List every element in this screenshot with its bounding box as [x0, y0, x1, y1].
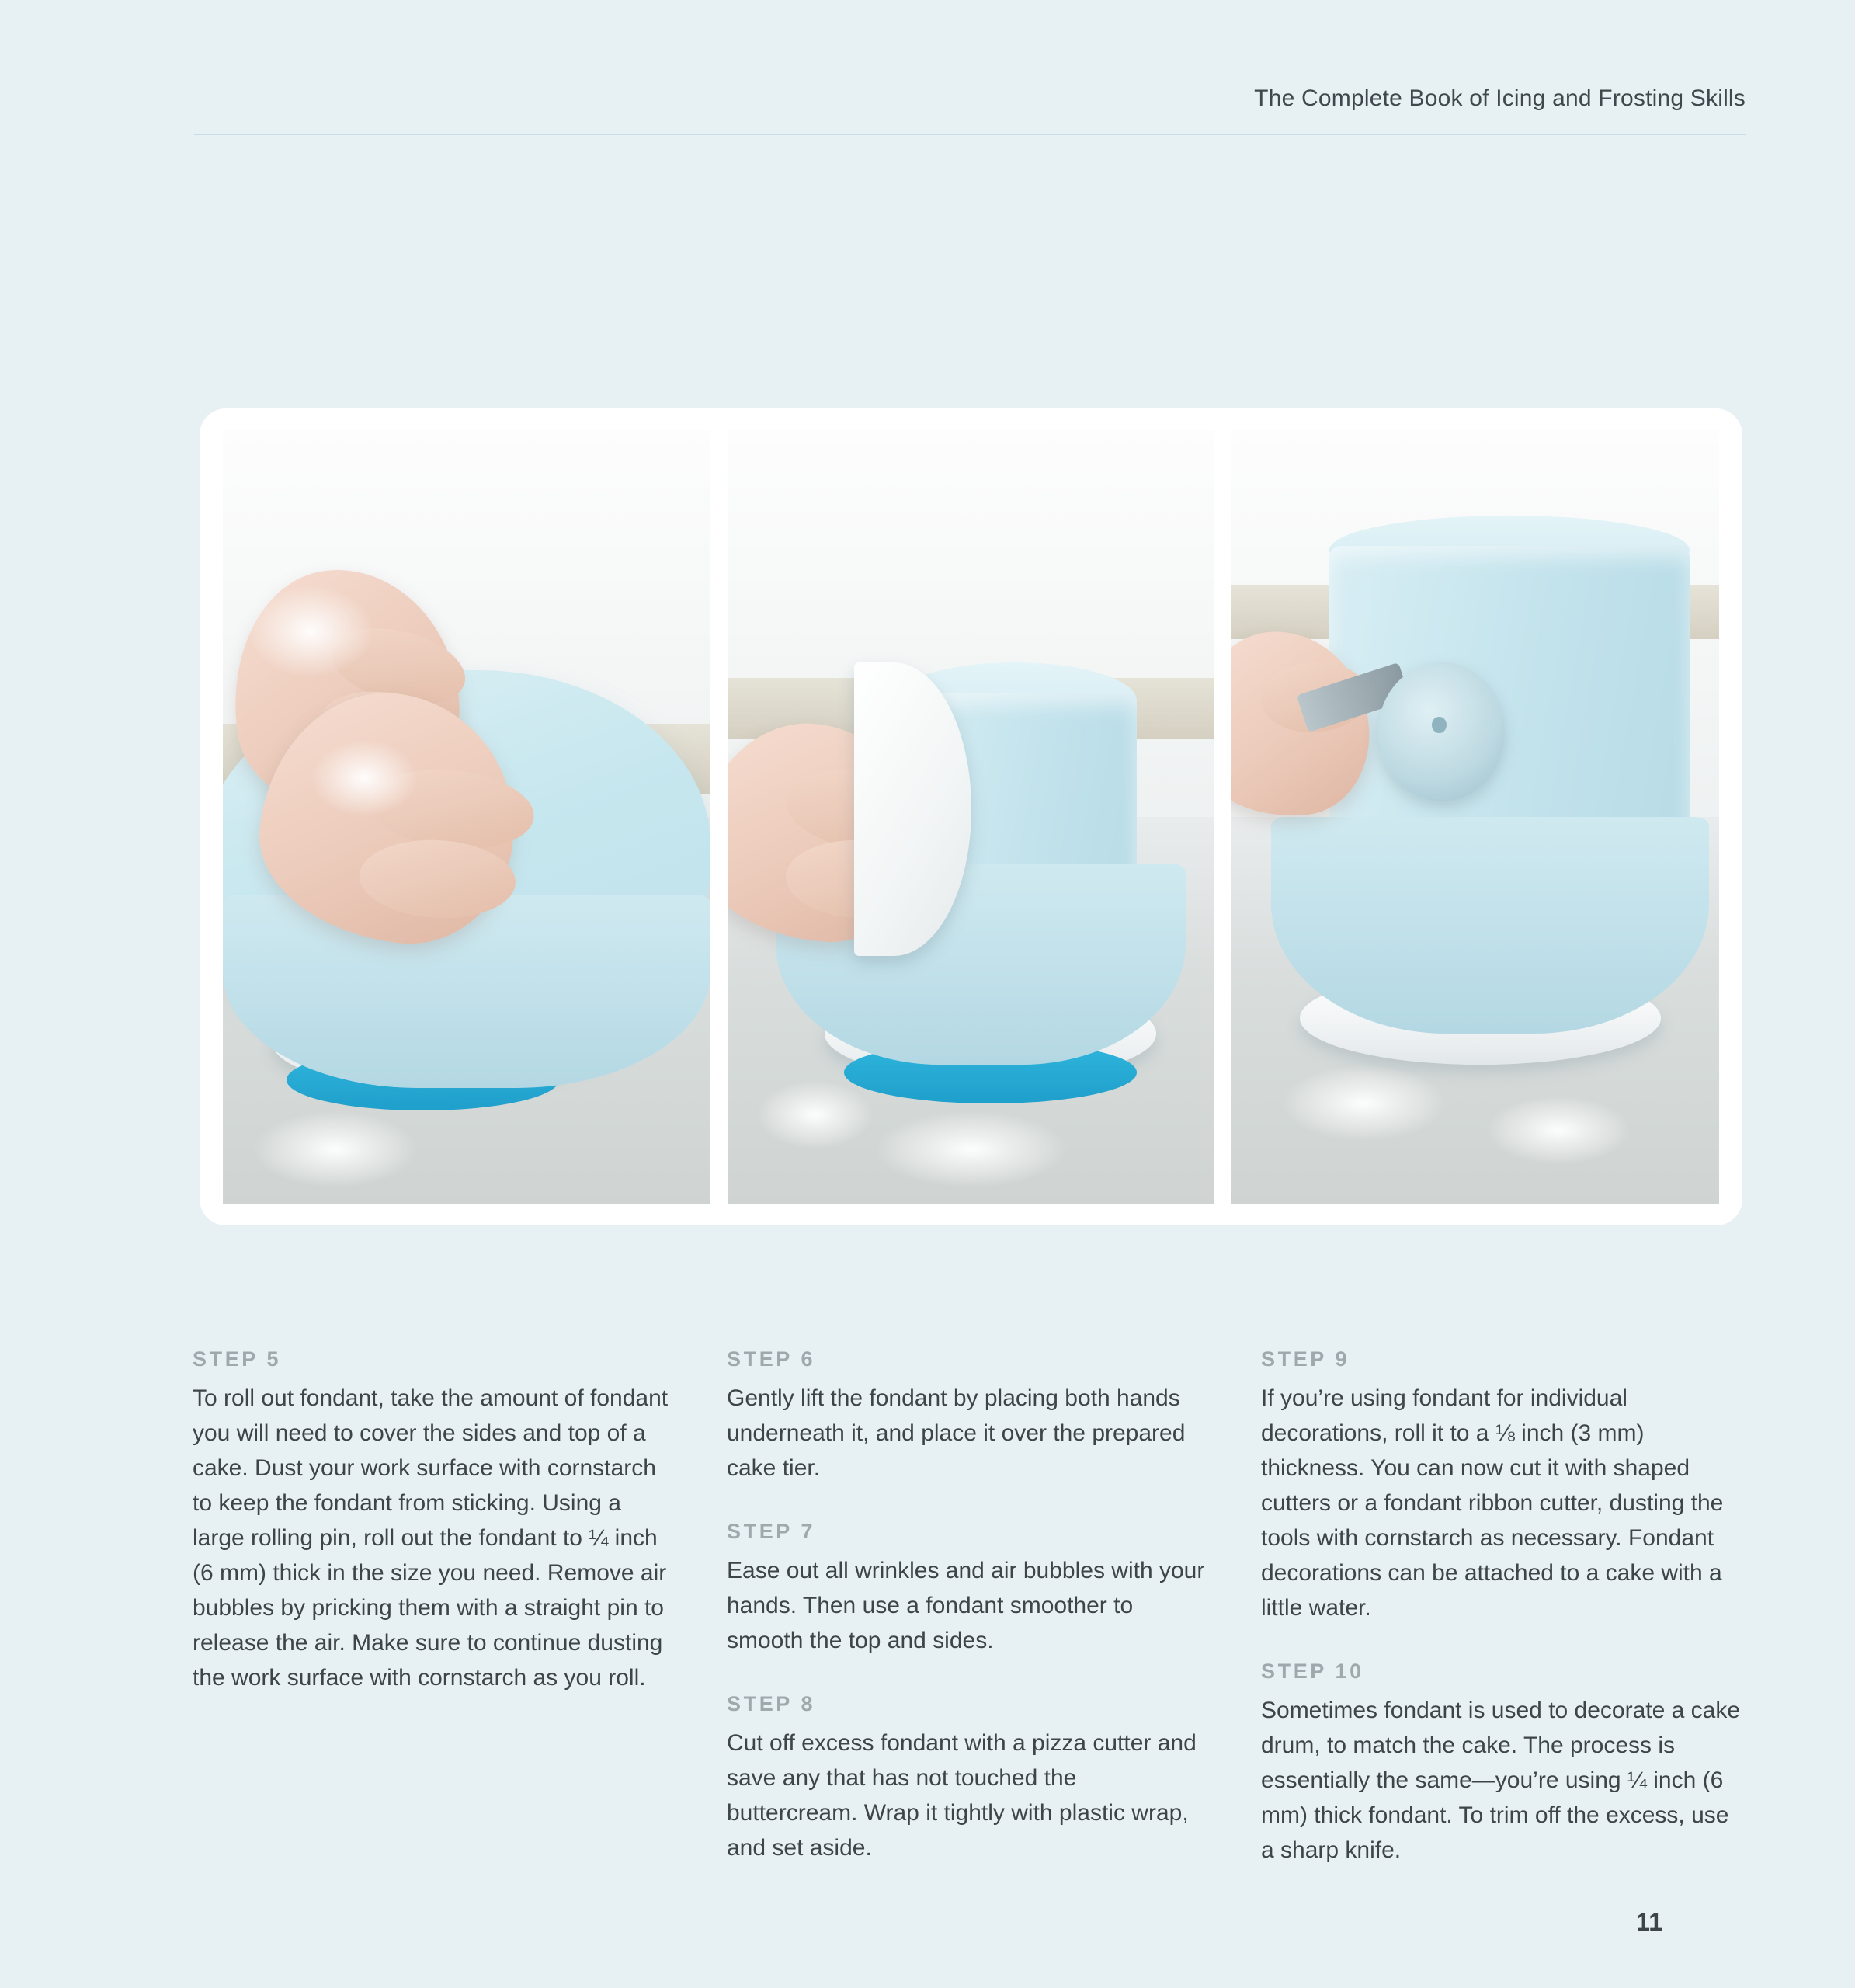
step-text: Sometimes fondant is used to decorate a cake drum, to match the cake. The process is essentially the same—you’re using ¼ inch (6 mm) thick fondant. To trim off the excess, use a sharp knife. [1261, 1698, 1741, 1863]
photo-trimming-with-pizza-cutter [1231, 430, 1719, 1204]
photo-smoothing-fondant-by-hand [223, 430, 710, 1204]
step-label: STEP 7 [727, 1520, 816, 1543]
step-text: Gently lift the fondant by placing both hands underneath it, and place it over the prepared cake tier. [727, 1385, 1186, 1481]
photo-strip [223, 430, 1719, 1204]
step-label: STEP 6 [727, 1347, 816, 1371]
step-text: If you’re using fondant for individual decorations, roll it to a ⅛ inch (3 mm) thickness. You can now cut it with shaped cutters or a fondant ribbon cutter, dusting the tools with cornstarch as necessary. Fondant decorations can be attached to a cake with a little water. [1261, 1385, 1724, 1621]
step-text: Cut off excess fondant with a pizza cutter and save any that has not touched the buttercream. Wrap it tightly with plastic wrap, and set aside. [727, 1730, 1197, 1861]
step-text: Ease out all wrinkles and air bubbles with your hands. Then use a fondant smoother to smooth the top and sides. [727, 1558, 1205, 1653]
photo-fondant-smoother-on-side [728, 430, 1215, 1204]
header-divider [194, 134, 1746, 135]
step-label: STEP 8 [727, 1692, 816, 1715]
photo-panel [200, 408, 1742, 1225]
column-1 [193, 1347, 676, 1868]
page-number: 11 [1636, 1908, 1662, 1936]
step-label: STEP 10 [1261, 1660, 1364, 1683]
column-2 [727, 1347, 1210, 1868]
column-3 [1261, 1347, 1744, 1868]
book-title: The Complete Book of Icing and Frosting Skills [1254, 85, 1746, 111]
page-header [194, 85, 1746, 148]
step-text: To roll out fondant, take the amount of fondant you will need to cover the sides and top of a cake. Dust your work surface with cornstarch to keep the fondant from sticking. Using a large rolling pin, roll out the fondant to ¼ inch (6 mm) thick in the size you need. Remove air bubbles by pricking them with a straight pin to release the air. Make sure to continue dusting the work surface with cornstarch as you roll. [193, 1385, 669, 1691]
step-columns [193, 1347, 1746, 1868]
step-label: STEP 9 [1261, 1347, 1350, 1371]
step-label: STEP 5 [193, 1347, 282, 1371]
